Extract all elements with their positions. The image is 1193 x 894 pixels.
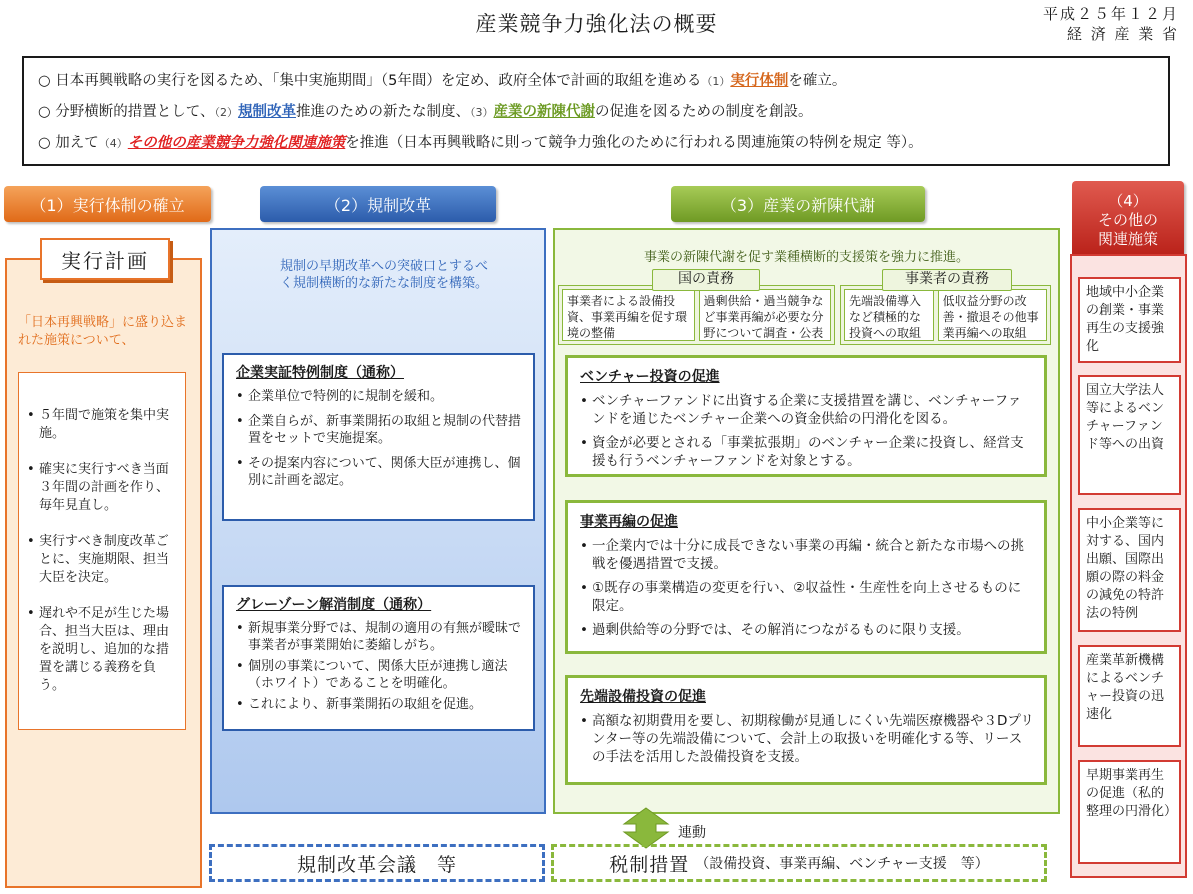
- list-item: • ベンチャーファンドに出資する企業に支援措置を講じ、ベンチャーファンドを通じたベンチャー企業への資金供給の円滑化を図る。: [580, 392, 1034, 428]
- list-item: • 新規事業分野では、規制の適用の有無が曖昧で事業者が事業開始に萎縮しがち。: [236, 620, 523, 654]
- header-ministry: 経 済 産 業 省: [1066, 25, 1179, 43]
- metabolism-intro: 事業の新陳代謝を促す業種横断的支援策を強力に推進。: [643, 250, 969, 265]
- list-item: • ①既存の事業構造の変更を行い、②収益性・生産性を向上させるものに限定。: [580, 579, 1034, 615]
- gray-zone-box: [222, 585, 535, 731]
- other-measure-box: 産業革新機構によるベンチャー投資の迅速化: [1078, 645, 1181, 747]
- box-title: ベンチャー投資の促進: [580, 369, 720, 385]
- business-responsibility-group: [840, 285, 1051, 345]
- column-header-regulatory: （2）規制改革: [260, 186, 496, 222]
- box-title: 先端設備投資の促進: [580, 689, 706, 705]
- summary-line-2: ○ 分野横断的措置として、（2）規制改革推進のための新たな制度、（3）産業の新陳代謝の促進を図るための制度を創設。: [38, 104, 813, 120]
- keyword-execution-system: 実行体制: [730, 73, 789, 89]
- box-title: グレーゾーン解消制度（通称）: [236, 597, 432, 613]
- linkage-label: 連動: [678, 825, 706, 841]
- other-measure-box: 国立大学法人等によるベンチャーファンド等への出資: [1078, 375, 1181, 495]
- list-item: • 資金が必要とされる「事業拡張期」のベンチャー企業に投資し、経営支援も行うベンチャーファンドを対象とする。: [580, 434, 1034, 470]
- execution-list: [18, 372, 186, 730]
- column-header-metabolism: （3）産業の新陳代謝: [671, 186, 925, 222]
- keyword-regulatory-reform: 規制改革: [237, 104, 296, 120]
- advanced-equipment-box: [565, 675, 1047, 785]
- other-measure-box: 早期事業再生の促進（私的整理の円滑化）: [1078, 760, 1181, 864]
- responsibility-cell: 低収益分野の改善・撤退その他事業再編への取組: [938, 289, 1047, 341]
- keyword-other-measures: その他の産業競争力強化関連施策: [127, 135, 346, 151]
- tax-measures-box: 税制措置 （設備投資、事業再編、ベンチャー支援 等）: [551, 844, 1047, 882]
- list-item: • 確実に実行すべき当面３年間の計画を作り、毎年見直し。: [27, 461, 177, 515]
- business-reorganization-box: [565, 500, 1047, 654]
- list-item: • 高額な初期費用を要し、初期稼働が見通しにくい先端医療機器や３Dプリンター等の先端設備について、会計上の取扱いを明確化する等、リースの手法を活用した設備投資を支援。: [580, 712, 1034, 766]
- execution-plan-label: 実行計画: [40, 238, 170, 280]
- list-item: • 企業自らが、新事業開拓の取組と規制の代替措置をセットで実施提案。: [236, 413, 523, 447]
- other-measure-box: 中小企業等に対する、国内出願、国際出願の際の料金の減免の特許法の特例: [1078, 508, 1181, 632]
- execution-intro: 「日本再興戦略」に盛り込まれた施策について、: [18, 315, 188, 348]
- responsibility-cell: 過剰供給・過当競争など事業再編が必要な分野について調査・公表: [699, 289, 832, 341]
- government-responsibility-label: 国の責務: [652, 269, 760, 291]
- box-title: 企業実証特例制度（通称）: [236, 365, 404, 381]
- government-responsibility-group: [558, 285, 835, 345]
- header-date-block: [1043, 4, 1179, 44]
- list-item: • 企業単位で特例的に規制を緩和。: [236, 388, 523, 405]
- list-item: • 個別の事業について、関係大臣が連携し適法（ホワイト）であることを明確化。: [236, 658, 523, 692]
- regulatory-council-box: 規制改革会議 等: [209, 844, 545, 882]
- column-header-execution: （1）実行体制の確立: [4, 186, 211, 222]
- list-item: • ５年間で施策を集中実施。: [27, 407, 177, 443]
- keyword-industrial-metabolism: 産業の新陳代謝: [493, 104, 595, 120]
- list-item: • これにより、新事業開拓の取組を促進。: [236, 696, 523, 713]
- summary-line-3: ○ 加えて（4）その他の産業競争力強化関連施策を推進（日本再興戦略に則って競争力強化のために行われる関連施策の特例を規定 等）。: [38, 135, 923, 151]
- business-responsibility-label: 事業者の責務: [882, 269, 1012, 291]
- page-title: 産業競争力強化法の概要: [475, 12, 718, 36]
- column-header-other: （4） その他の 関連施策: [1072, 181, 1184, 259]
- summary-line-1: ○ 日本再興戦略の実行を図るため、「集中実施期間」（5年間）を定め、政府全体で計画的取組を進める（1）実行体制を確立。: [38, 73, 847, 89]
- list-item: • 過剰供給等の分野では、その解消につながるものに限り支援。: [580, 621, 1034, 639]
- other-measure-box: 地域中小企業の創業・事業再生の支援強化: [1078, 277, 1181, 363]
- list-item: • 実行すべき制度改革ごとに、実施期限、担当大臣を決定。: [27, 533, 177, 587]
- venture-investment-box: [565, 355, 1047, 477]
- summary-box: [22, 56, 1170, 166]
- header-date: 平成２５年１２月: [1042, 5, 1179, 23]
- regulatory-intro: 規制の早期改革への突破口とするべく規制横断的な新たな制度を構築。: [280, 259, 489, 291]
- responsibility-cell: 事業者による設備投資、事業再編を促す環境の整備: [562, 289, 695, 341]
- list-item: • 一企業内では十分に成長できない事業の再編・統合と新たな市場への挑戦を優遇措置で支援。: [580, 537, 1034, 573]
- corporate-pilot-box: [222, 353, 535, 521]
- list-item: • 遅れや不足が生じた場合、担当大臣は、理由を説明し、追加的な措置を講じる義務を負う。: [27, 605, 177, 695]
- box-title: 事業再編の促進: [580, 514, 678, 530]
- list-item: • その提案内容について、関係大臣が連携し、個別に計画を認定。: [236, 455, 523, 489]
- responsibility-cell: 先端設備導入など積極的な投資への取組: [844, 289, 934, 341]
